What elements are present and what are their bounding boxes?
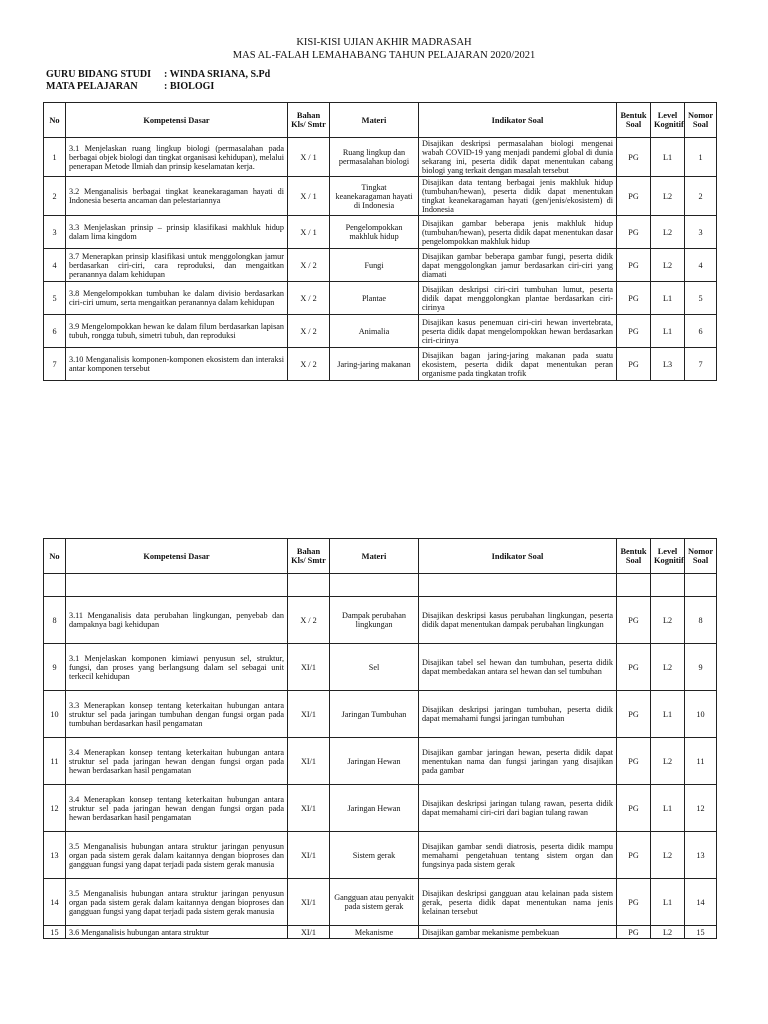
col-indikator: Indikator Soal xyxy=(419,103,617,138)
cell-kompetensi-dasar: 3.10 Menganalisis komponen-komponen ekosistem dan interaksi antar komponen tersebut xyxy=(66,348,288,381)
guru-value: : WINDA SRIANA, S.Pd xyxy=(164,69,271,80)
cell-materi: Tingkat keanekaragaman hayati di Indonesia xyxy=(330,177,419,216)
cell-level-kognitif: L2 xyxy=(651,926,685,939)
cell-nomor-soal: 15 xyxy=(685,926,717,939)
cell-nomor-soal: 10 xyxy=(685,691,717,738)
cell-materi: Animalia xyxy=(330,315,419,348)
cell-bentuk-soal: PG xyxy=(617,282,651,315)
table-header-row xyxy=(44,539,717,574)
cell-no: 6 xyxy=(44,315,66,348)
col-no: No xyxy=(44,539,66,574)
cell-materi: Jaringan Hewan xyxy=(330,785,419,832)
cell-kompetensi-dasar: 3.1 Menjelaskan ruang lingkup biologi (permasalahan pada berbagai objek biologi dan tingkat organisasi kehidupan), melalui penerapan Metode Ilmiah dan prinsip keselamatan kerja. xyxy=(66,138,288,177)
cell-indikator-soal: Disajikan deskripsi kasus perubahan lingkungan, peserta didik dapat menentukan dampak perubahan lingkungan xyxy=(419,597,617,644)
cell-indikator-soal: Disajikan deskripsi jaringan tulang rawan, peserta didik dapat memahami ciri-ciri dari bagian tulang rawan xyxy=(419,785,617,832)
cell-level-kognitif: L1 xyxy=(651,879,685,926)
cell-bentuk-soal: PG xyxy=(617,738,651,785)
cell-materi: Plantae xyxy=(330,282,419,315)
cell-kompetensi-dasar: 3.7 Menerapkan prinsip klasifikasi untuk menggolongkan jamur berdasarkan ciri-ciri, cara reproduksi, dan mengaitkan peranannya dalam kehidupan xyxy=(66,249,288,282)
title-line-1: KISI-KISI UJIAN AKHIR MADRASAH xyxy=(296,37,472,48)
document-title xyxy=(0,36,768,62)
cell-no: 4 xyxy=(44,249,66,282)
table-row xyxy=(44,644,717,691)
cell-nomor-soal: 4 xyxy=(685,249,717,282)
cell-level-kognitif: L1 xyxy=(651,691,685,738)
cell-nomor-soal: 9 xyxy=(685,644,717,691)
cell-materi: Jaring-jaring makanan xyxy=(330,348,419,381)
cell-kompetensi-dasar: 3.3 Menjelaskan prinsip – prinsip klasifikasi makhluk hidup dalam lima kingdom xyxy=(66,216,288,249)
col-level: Level Kognitif xyxy=(651,103,685,138)
cell-indikator-soal: Disajikan data tentang berbagai jenis makhluk hidup (tumbuhan/hewan), peserta didik dapat menentukan tingkat keanekaragaman hayati (gen/jenis/ekosistem) di Indonesia xyxy=(419,177,617,216)
cell-level-kognitif: L1 xyxy=(651,785,685,832)
cell-nomor-soal: 12 xyxy=(685,785,717,832)
table-row xyxy=(44,249,717,282)
cell-nomor-soal: 8 xyxy=(685,597,717,644)
mapel-label: MATA PELAJARAN xyxy=(46,81,138,92)
col-indikator: Indikator Soal xyxy=(419,539,617,574)
table-row xyxy=(44,348,717,381)
cell-nomor-soal: 1 xyxy=(685,138,717,177)
cell-level-kognitif: L2 xyxy=(651,249,685,282)
cell-materi: Jaringan Tumbuhan xyxy=(330,691,419,738)
cell-indikator-soal: Disajikan kasus penemuan ciri-ciri hewan invertebrata, peserta didik dapat mengelompokkan hewan berdasarkan ciri-cirinya xyxy=(419,315,617,348)
table-row xyxy=(44,879,717,926)
cell-bentuk-soal: PG xyxy=(617,832,651,879)
cell-materi: Fungi xyxy=(330,249,419,282)
col-bahan: Bahan Kls/ Smtr xyxy=(288,539,330,574)
cell-level-kognitif: L1 xyxy=(651,282,685,315)
col-nomor: Nomor Soal xyxy=(685,103,717,138)
cell-indikator-soal: Disajikan deskripsi gangguan atau kelainan pada sistem gerak, peserta didik dapat menentukan nama jenis kelainan tersebut xyxy=(419,879,617,926)
cell-kompetensi-dasar: 3.5 Menganalisis hubungan antara struktur jaringan penyusun organ pada sistem gerak dalam kaitannya dengan bioproses dan gangguan fungsi yang dapat terjadi pada sistem gerak manusia xyxy=(66,832,288,879)
cell-level-kognitif: L2 xyxy=(651,216,685,249)
kisi-table-1 xyxy=(43,102,717,381)
guru-label: GURU BIDANG STUDI xyxy=(46,69,152,80)
cell-level-kognitif: L1 xyxy=(651,315,685,348)
cell-indikator-soal: Disajikan gambar sendi diatrosis, peserta didik mampu memahami pengetahuan tentang sistem organ dan fungsinya pada sistem gerak xyxy=(419,832,617,879)
cell-bahan-kelas: XI/1 xyxy=(288,785,330,832)
cell-bahan-kelas: X / 1 xyxy=(288,138,330,177)
cell-bahan-kelas: XI/1 xyxy=(288,691,330,738)
cell-indikator-soal: Disajikan gambar jaringan hewan, peserta didik dapat menentukan nama dan fungsi jaringan yang disajikan pada gambar xyxy=(419,738,617,785)
cell-nomor-soal: 2 xyxy=(685,177,717,216)
cell-kompetensi-dasar: 3.6 Menganalisis hubungan antara struktur xyxy=(66,926,288,939)
cell-bentuk-soal: PG xyxy=(617,138,651,177)
mapel-value: : BIOLOGI xyxy=(164,81,215,92)
kisi-table-2 xyxy=(43,538,717,939)
cell-bahan-kelas: X / 2 xyxy=(288,348,330,381)
cell-kompetensi-dasar: 3.3 Menerapkan konsep tentang keterkaitan hubungan antara struktur sel pada jaringan tumbuhan dengan fungsi organ pada tumbuhan berdasarkan hasil pengamatan xyxy=(66,691,288,738)
cell-bahan-kelas: X / 2 xyxy=(288,315,330,348)
cell-level-kognitif: L2 xyxy=(651,597,685,644)
cell-materi: Sistem gerak xyxy=(330,832,419,879)
cell-bentuk-soal: PG xyxy=(617,785,651,832)
table-row xyxy=(44,738,717,785)
cell-bentuk-soal: PG xyxy=(617,879,651,926)
cell-indikator-soal: Disajikan deskripsi ciri-ciri tumbuhan lumut, peserta didik dapat menggolongkan plantae berdasarkan ciri-cirinya xyxy=(419,282,617,315)
col-kd: Kompetensi Dasar xyxy=(66,103,288,138)
table-row xyxy=(44,832,717,879)
cell-kompetensi-dasar: 3.5 Menganalisis hubungan antara struktur jaringan penyusun organ pada sistem gerak dalam kaitannya dengan bioproses dan gangguan fungsi yang dapat terjadi pada sistem gerak manusia xyxy=(66,879,288,926)
table-row xyxy=(44,785,717,832)
col-level: Level Kognitif xyxy=(651,539,685,574)
cell-bentuk-soal: PG xyxy=(617,926,651,939)
cell-level-kognitif: L2 xyxy=(651,832,685,879)
cell-level-kognitif: L2 xyxy=(651,644,685,691)
col-materi: Materi xyxy=(330,103,419,138)
cell-indikator-soal: Disajikan gambar mekanisme pembekuan xyxy=(419,926,617,939)
cell-bahan-kelas: XI/1 xyxy=(288,738,330,785)
cell-bahan-kelas: X / 2 xyxy=(288,597,330,644)
cell-materi: Ruang lingkup dan permasalahan biologi xyxy=(330,138,419,177)
col-nomor: Nomor Soal xyxy=(685,539,717,574)
cell-materi: Dampak perubahan lingkungan xyxy=(330,597,419,644)
title-line-2: MAS AL-FALAH LEMAHABANG TAHUN PELAJARAN 2020/2021 xyxy=(232,50,536,61)
cell-bentuk-soal: PG xyxy=(617,177,651,216)
cell-no: 8 xyxy=(44,597,66,644)
cell-kompetensi-dasar: 3.11 Menganalisis data perubahan lingkungan, penyebab dan dampaknya bagi kehidupan xyxy=(66,597,288,644)
cell-bentuk-soal: PG xyxy=(617,216,651,249)
cell-bentuk-soal: PG xyxy=(617,597,651,644)
cell-nomor-soal: 13 xyxy=(685,832,717,879)
col-no: No xyxy=(44,103,66,138)
cell-kompetensi-dasar: 3.2 Menganalisis berbagai tingkat keanekaragaman hayati di Indonesia beserta ancaman dan pelestariannya xyxy=(66,177,288,216)
cell-nomor-soal: 3 xyxy=(685,216,717,249)
col-bentuk: Bentuk Soal xyxy=(617,539,651,574)
document-meta xyxy=(46,69,270,93)
col-materi: Materi xyxy=(330,539,419,574)
cell-bahan-kelas: X / 1 xyxy=(288,216,330,249)
cell-no: 9 xyxy=(44,644,66,691)
cell-materi: Pengelompokkan makhluk hidup xyxy=(330,216,419,249)
cell-indikator-soal: Disajikan deskripsi permasalahan biologi mengenai wabah COVID-19 yang menjadi pandemi global di dunia sekarang ini, peserta didik dapat menentukan cabang biologi yang terkait dengan masalah tersebut xyxy=(419,138,617,177)
cell-level-kognitif: L2 xyxy=(651,177,685,216)
cell-bahan-kelas: X / 2 xyxy=(288,282,330,315)
cell-level-kognitif: L2 xyxy=(651,738,685,785)
table-row xyxy=(44,138,717,177)
table-header-row xyxy=(44,103,717,138)
cell-indikator-soal: Disajikan deskripsi jaringan tumbuhan, peserta didik dapat memahami fungsi jaringan tumbuhan xyxy=(419,691,617,738)
cell-materi: Mekanisme xyxy=(330,926,419,939)
cell-indikator-soal: Disajikan bagan jaring-jaring makanan pada suatu ekosistem, peserta didik dapat menentukan peran organisme pada tingkatan trofik xyxy=(419,348,617,381)
cell-bentuk-soal: PG xyxy=(617,315,651,348)
cell-kompetensi-dasar: 3.1 Menjelaskan komponen kimiawi penyusun sel, struktur, fungsi, dan proses yang berlangsung dalam sel sebagai unit terkecil kehidupan xyxy=(66,644,288,691)
cell-bentuk-soal: PG xyxy=(617,348,651,381)
cell-indikator-soal: Disajikan gambar beberapa jenis makhluk hidup (tumbuhan/hewan), peserta didik dapat menentukan dasar pengelompokkan makhluk hidup xyxy=(419,216,617,249)
table-row xyxy=(44,177,717,216)
cell-bahan-kelas: XI/1 xyxy=(288,832,330,879)
cell-no: 1 xyxy=(44,138,66,177)
cell-indikator-soal: Disajikan tabel sel hewan dan tumbuhan, peserta didik dapat membedakan antara sel hewan dan sel tumbuhan xyxy=(419,644,617,691)
cell-nomor-soal: 11 xyxy=(685,738,717,785)
cell-no: 7 xyxy=(44,348,66,381)
cell-bentuk-soal: PG xyxy=(617,691,651,738)
cell-nomor-soal: 5 xyxy=(685,282,717,315)
cell-materi: Gangguan atau penyakit pada sistem gerak xyxy=(330,879,419,926)
cell-bahan-kelas: XI/1 xyxy=(288,879,330,926)
cell-indikator-soal: Disajikan gambar beberapa gambar fungi, peserta didik dapat menggolongkan jamur berdasarkan ciri-ciri yang diamati xyxy=(419,249,617,282)
cell-materi: Sel xyxy=(330,644,419,691)
col-kd: Kompetensi Dasar xyxy=(66,539,288,574)
table-row xyxy=(44,691,717,738)
cell-kompetensi-dasar: 3.9 Mengelompokkan hewan ke dalam filum berdasarkan lapisan tubuh, rongga tubuh, simetri tubuh, dan reproduksi xyxy=(66,315,288,348)
cell-nomor-soal: 14 xyxy=(685,879,717,926)
table-row xyxy=(44,597,717,644)
cell-nomor-soal: 7 xyxy=(685,348,717,381)
cell-no: 5 xyxy=(44,282,66,315)
cell-kompetensi-dasar: 3.4 Menerapkan konsep tentang keterkaitan hubungan antara struktur sel pada jaringan hewan dengan fungsi organ pada hewan berdasarkan hasil pengamatan xyxy=(66,738,288,785)
cell-nomor-soal: 6 xyxy=(685,315,717,348)
cell-kompetensi-dasar: 3.4 Menerapkan konsep tentang keterkaitan hubungan antara struktur sel pada jaringan hewan dengan fungsi organ pada hewan berdasarkan hasil pengamatan xyxy=(66,785,288,832)
cell-bahan-kelas: X / 1 xyxy=(288,177,330,216)
cell-no: 11 xyxy=(44,738,66,785)
cell-level-kognitif: L1 xyxy=(651,138,685,177)
cell-no: 2 xyxy=(44,177,66,216)
cell-bentuk-soal: PG xyxy=(617,249,651,282)
cell-bahan-kelas: X / 2 xyxy=(288,249,330,282)
col-bentuk: Bentuk Soal xyxy=(617,103,651,138)
table-row xyxy=(44,926,717,939)
col-bahan: Bahan Kls/ Smtr xyxy=(288,103,330,138)
cell-kompetensi-dasar: 3.8 Mengelompokkan tumbuhan ke dalam divisio berdasarkan ciri-ciri umum, serta mengaitkan peranannya dalam kehidupan xyxy=(66,282,288,315)
cell-no: 3 xyxy=(44,216,66,249)
table-row xyxy=(44,216,717,249)
table-row xyxy=(44,315,717,348)
cell-no: 14 xyxy=(44,879,66,926)
cell-no: 10 xyxy=(44,691,66,738)
cell-materi: Jaringan Hewan xyxy=(330,738,419,785)
cell-bahan-kelas: XI/1 xyxy=(288,644,330,691)
cell-no: 15 xyxy=(44,926,66,939)
cell-level-kognitif: L3 xyxy=(651,348,685,381)
cell-no: 13 xyxy=(44,832,66,879)
table-row xyxy=(44,282,717,315)
cell-bentuk-soal: PG xyxy=(617,644,651,691)
cell-bahan-kelas: XI/1 xyxy=(288,926,330,939)
cell-no: 12 xyxy=(44,785,66,832)
blank-row xyxy=(44,574,717,597)
